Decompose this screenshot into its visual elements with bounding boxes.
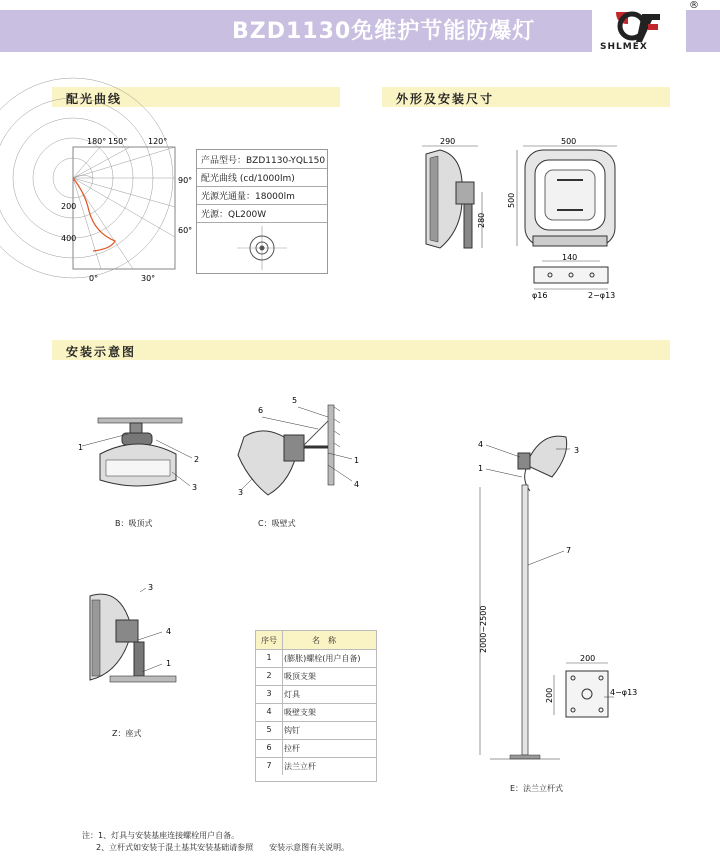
spec-model: 产品型号：BZD1130-YQL150	[201, 156, 326, 166]
dim-500-w: 500	[561, 137, 577, 146]
z-label-4: 4	[166, 627, 172, 636]
spec-source: 光源：QL200W	[201, 210, 267, 220]
flange-holes-dim: 4−φ13	[610, 688, 638, 697]
c-label-5: 5	[292, 396, 298, 405]
parts-row-name: 吸壁支架	[284, 708, 316, 717]
caption-pole: E：法兰立杆式	[510, 784, 564, 793]
logo-wordmark: SHLMEX	[600, 42, 648, 52]
e-label-7: 7	[566, 546, 572, 555]
page-header	[0, 0, 720, 58]
parts-row	[256, 649, 376, 668]
side-view-drawing	[412, 136, 502, 256]
tick-400: 400	[61, 234, 77, 243]
parts-row	[256, 721, 376, 740]
tick-60: 60°	[178, 226, 193, 235]
install-ceiling-drawing	[72, 410, 212, 510]
install-wall-drawing	[228, 395, 368, 505]
tick-0: 0°	[89, 274, 99, 283]
parts-table-header	[256, 631, 376, 650]
parts-row-no: 7	[266, 761, 272, 770]
section-bar-install	[52, 340, 670, 360]
dim-280: 280	[477, 212, 486, 228]
footnotes	[82, 830, 349, 854]
parts-table	[255, 630, 377, 782]
e-label-3: 3	[574, 446, 580, 455]
install-base-drawing	[82, 580, 192, 690]
spec-model-row	[197, 150, 327, 169]
section-bar-dimensions	[382, 87, 670, 107]
b-label-1: 1	[78, 443, 84, 452]
front-view-drawing	[505, 136, 625, 256]
page-title: BZD1130免维护节能防爆灯	[232, 19, 536, 44]
b-label-3: 3	[192, 483, 198, 492]
caption-ceiling: B：吸顶式	[115, 519, 153, 528]
b-label-2: 2	[194, 455, 200, 464]
flange-plate-drawing	[545, 654, 638, 725]
z-label-1: 1	[166, 659, 172, 668]
registered-mark: ®	[689, 0, 699, 11]
tick-180: 180°	[87, 137, 107, 146]
spec-curve-unit: 配光曲线 (cd/1000lm)	[201, 174, 295, 184]
light-distribution-chart	[55, 133, 193, 293]
c-label-3: 3	[238, 488, 244, 497]
section-title-curve: 配光曲线	[66, 92, 123, 106]
parts-row-no: 3	[266, 689, 272, 698]
curve-line	[73, 178, 115, 251]
dim-d16: φ16	[532, 291, 548, 300]
parts-head-name: 名 称	[312, 636, 336, 645]
parts-row-name: 吸顶支架	[284, 672, 316, 681]
e-label-4: 4	[478, 440, 484, 449]
parts-row-name: 拉杆	[284, 744, 300, 753]
parts-row-no: 1	[266, 653, 272, 662]
tick-30: 30°	[141, 274, 156, 283]
parts-row	[256, 703, 376, 722]
dim-290: 290	[440, 137, 456, 146]
dim-140: 140	[562, 253, 578, 262]
parts-row-name: 钩钉	[284, 726, 300, 735]
pole-height-dim: 2000~2500	[479, 605, 488, 653]
section-title-dimensions: 外形及安装尺寸	[396, 92, 495, 106]
flange-width-dim: 200	[580, 654, 596, 663]
parts-head-no: 序号	[261, 636, 277, 645]
e-label-1: 1	[478, 464, 484, 473]
section-title-install: 安装示意图	[66, 345, 137, 359]
c-label-1: 1	[354, 456, 360, 465]
tick-200: 200	[61, 202, 77, 211]
tick-120: 120°	[148, 137, 168, 146]
spec-table	[196, 149, 328, 274]
z-label-3: 3	[148, 583, 154, 592]
spec-flux-row	[197, 186, 327, 205]
parts-row	[256, 667, 376, 686]
parts-row-no: 2	[266, 671, 272, 680]
parts-row-no: 5	[266, 725, 272, 734]
parts-row-name: 法兰立杆	[284, 762, 316, 771]
spec-flux: 光源光通量：18000lm	[201, 192, 295, 202]
parts-row	[256, 685, 376, 704]
spec-source-row	[197, 204, 327, 223]
tick-150: 150°	[108, 137, 128, 146]
caption-wall: C：吸壁式	[258, 519, 296, 528]
header-tab	[686, 10, 720, 52]
parts-row	[256, 739, 376, 758]
parts-row-name: 灯具	[284, 690, 300, 699]
c-label-4: 4	[354, 480, 360, 489]
lamp-top-view-icon	[237, 226, 287, 270]
footnote-2: 2、立杆式如安装于混土基其安装基础请参照 安装示意图有关说明。	[96, 843, 350, 852]
parts-row	[256, 757, 376, 775]
flange-height-dim: 200	[545, 687, 554, 703]
section-bar-curve	[52, 87, 340, 107]
caption-base: Z：座式	[112, 729, 142, 738]
footnote-1: 注：1、灯具与安装基座连接螺栓用户自备。	[82, 831, 240, 840]
dim-d13: 2−φ13	[588, 291, 616, 300]
c-label-6: 6	[258, 406, 264, 415]
parts-row-name: (膨胀)螺栓(用户自备)	[284, 654, 361, 663]
parts-row-no: 4	[266, 707, 272, 716]
base-plate-drawing	[528, 255, 628, 301]
tick-90: 90°	[178, 176, 193, 185]
dim-500-h: 500	[507, 192, 516, 208]
spec-curve-row	[197, 168, 327, 187]
parts-row-no: 6	[266, 743, 272, 752]
